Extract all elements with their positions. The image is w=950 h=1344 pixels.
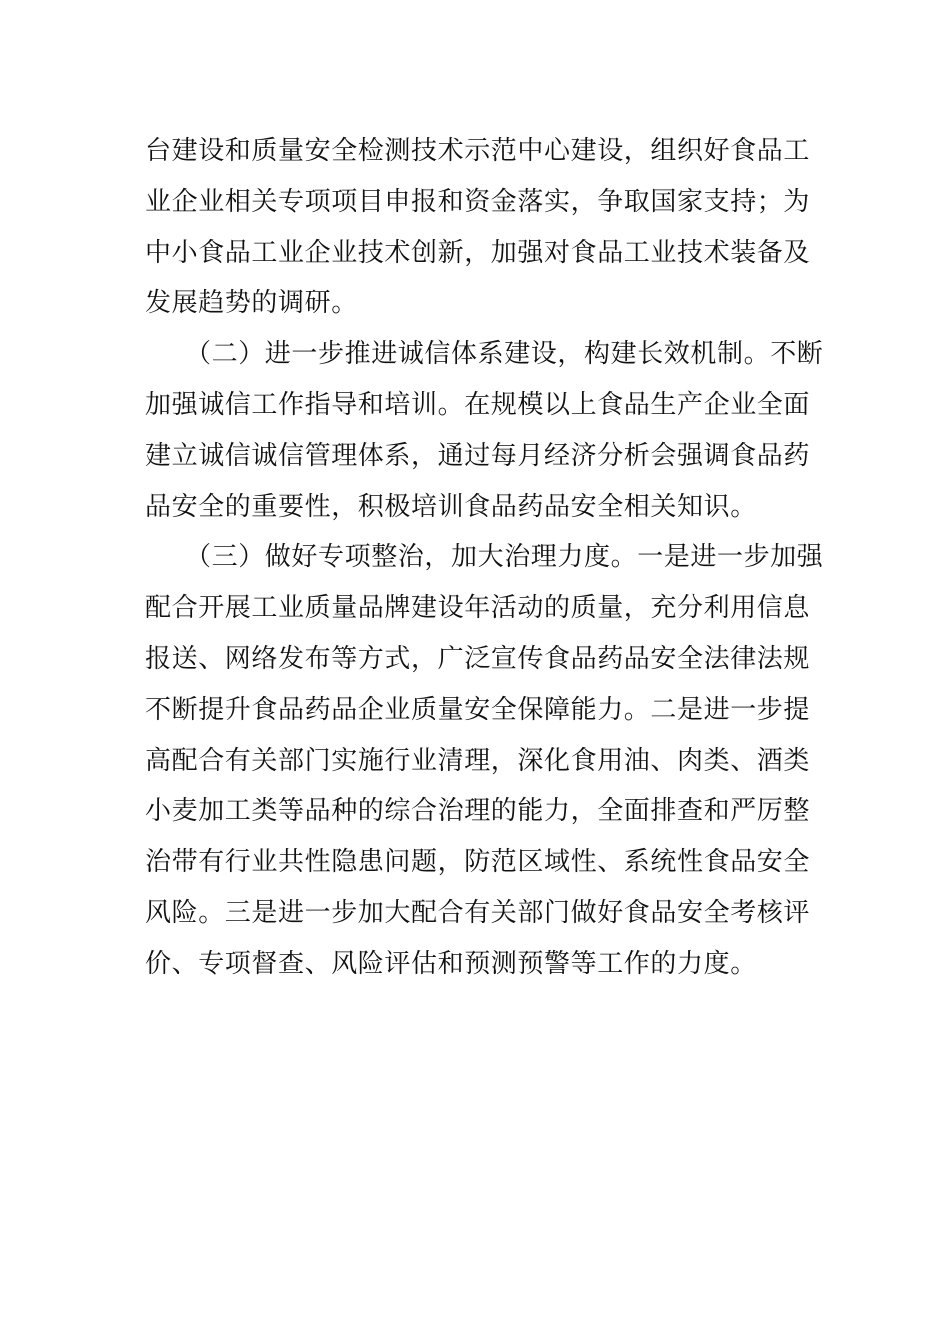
text-line: 品安全的重要性，积极培训食品药品安全相关知识。 (145, 491, 757, 522)
text-line: 台建设和质量安全检测技术示范中心建设，组织好食品工 (145, 136, 811, 166)
text-line: 配合开展工业质量品牌建设年活动的质量，充分利用信息 (145, 593, 811, 624)
text-line: 高配合有关部门实施行业清理，深化食用油、肉类、酒类 (145, 745, 811, 776)
text-line: （二）进一步推进诚信体系建设，构建长效机制。不断 (185, 339, 824, 370)
text-line: （三）做好专项整治，加大治理力度。一是进一步加强 (185, 542, 824, 573)
text-line: 发展趋势的调研。 (145, 288, 358, 319)
document-body (145, 126, 824, 990)
paragraph-continuation (145, 126, 810, 329)
text-line: 中小食品工业企业技术创新，加强对食品工业技术装备及 (145, 237, 811, 268)
text-line: 治带有行业共性隐患问题，防范区域性、系统性食品安全 (145, 847, 811, 878)
text-line: 报送、网络发布等方式，广泛宣传食品药品安全法律法规 (145, 643, 811, 674)
text-line: 加强诚信工作指导和培训。在规模以上食品生产企业全面 (145, 389, 811, 420)
paragraph-section-2 (145, 329, 824, 532)
text-line: 价、专项督查、风险评估和预测预警等工作的力度。 (145, 948, 757, 979)
paragraph-section-3 (145, 532, 824, 989)
text-line: 业企业相关专项项目申报和资金落实，争取国家支持；为 (145, 186, 811, 217)
text-line: 不断提升食品药品企业质量安全保障能力。二是进一步提 (145, 694, 811, 725)
text-line: 小麦加工类等品种的综合治理的能力，全面排查和严厉整 (145, 796, 811, 827)
text-line: 风险。三是进一步加大配合有关部门做好食品安全考核评 (145, 897, 811, 928)
text-line: 建立诚信诚信管理体系，通过每月经济分析会强调食品药 (145, 440, 811, 471)
